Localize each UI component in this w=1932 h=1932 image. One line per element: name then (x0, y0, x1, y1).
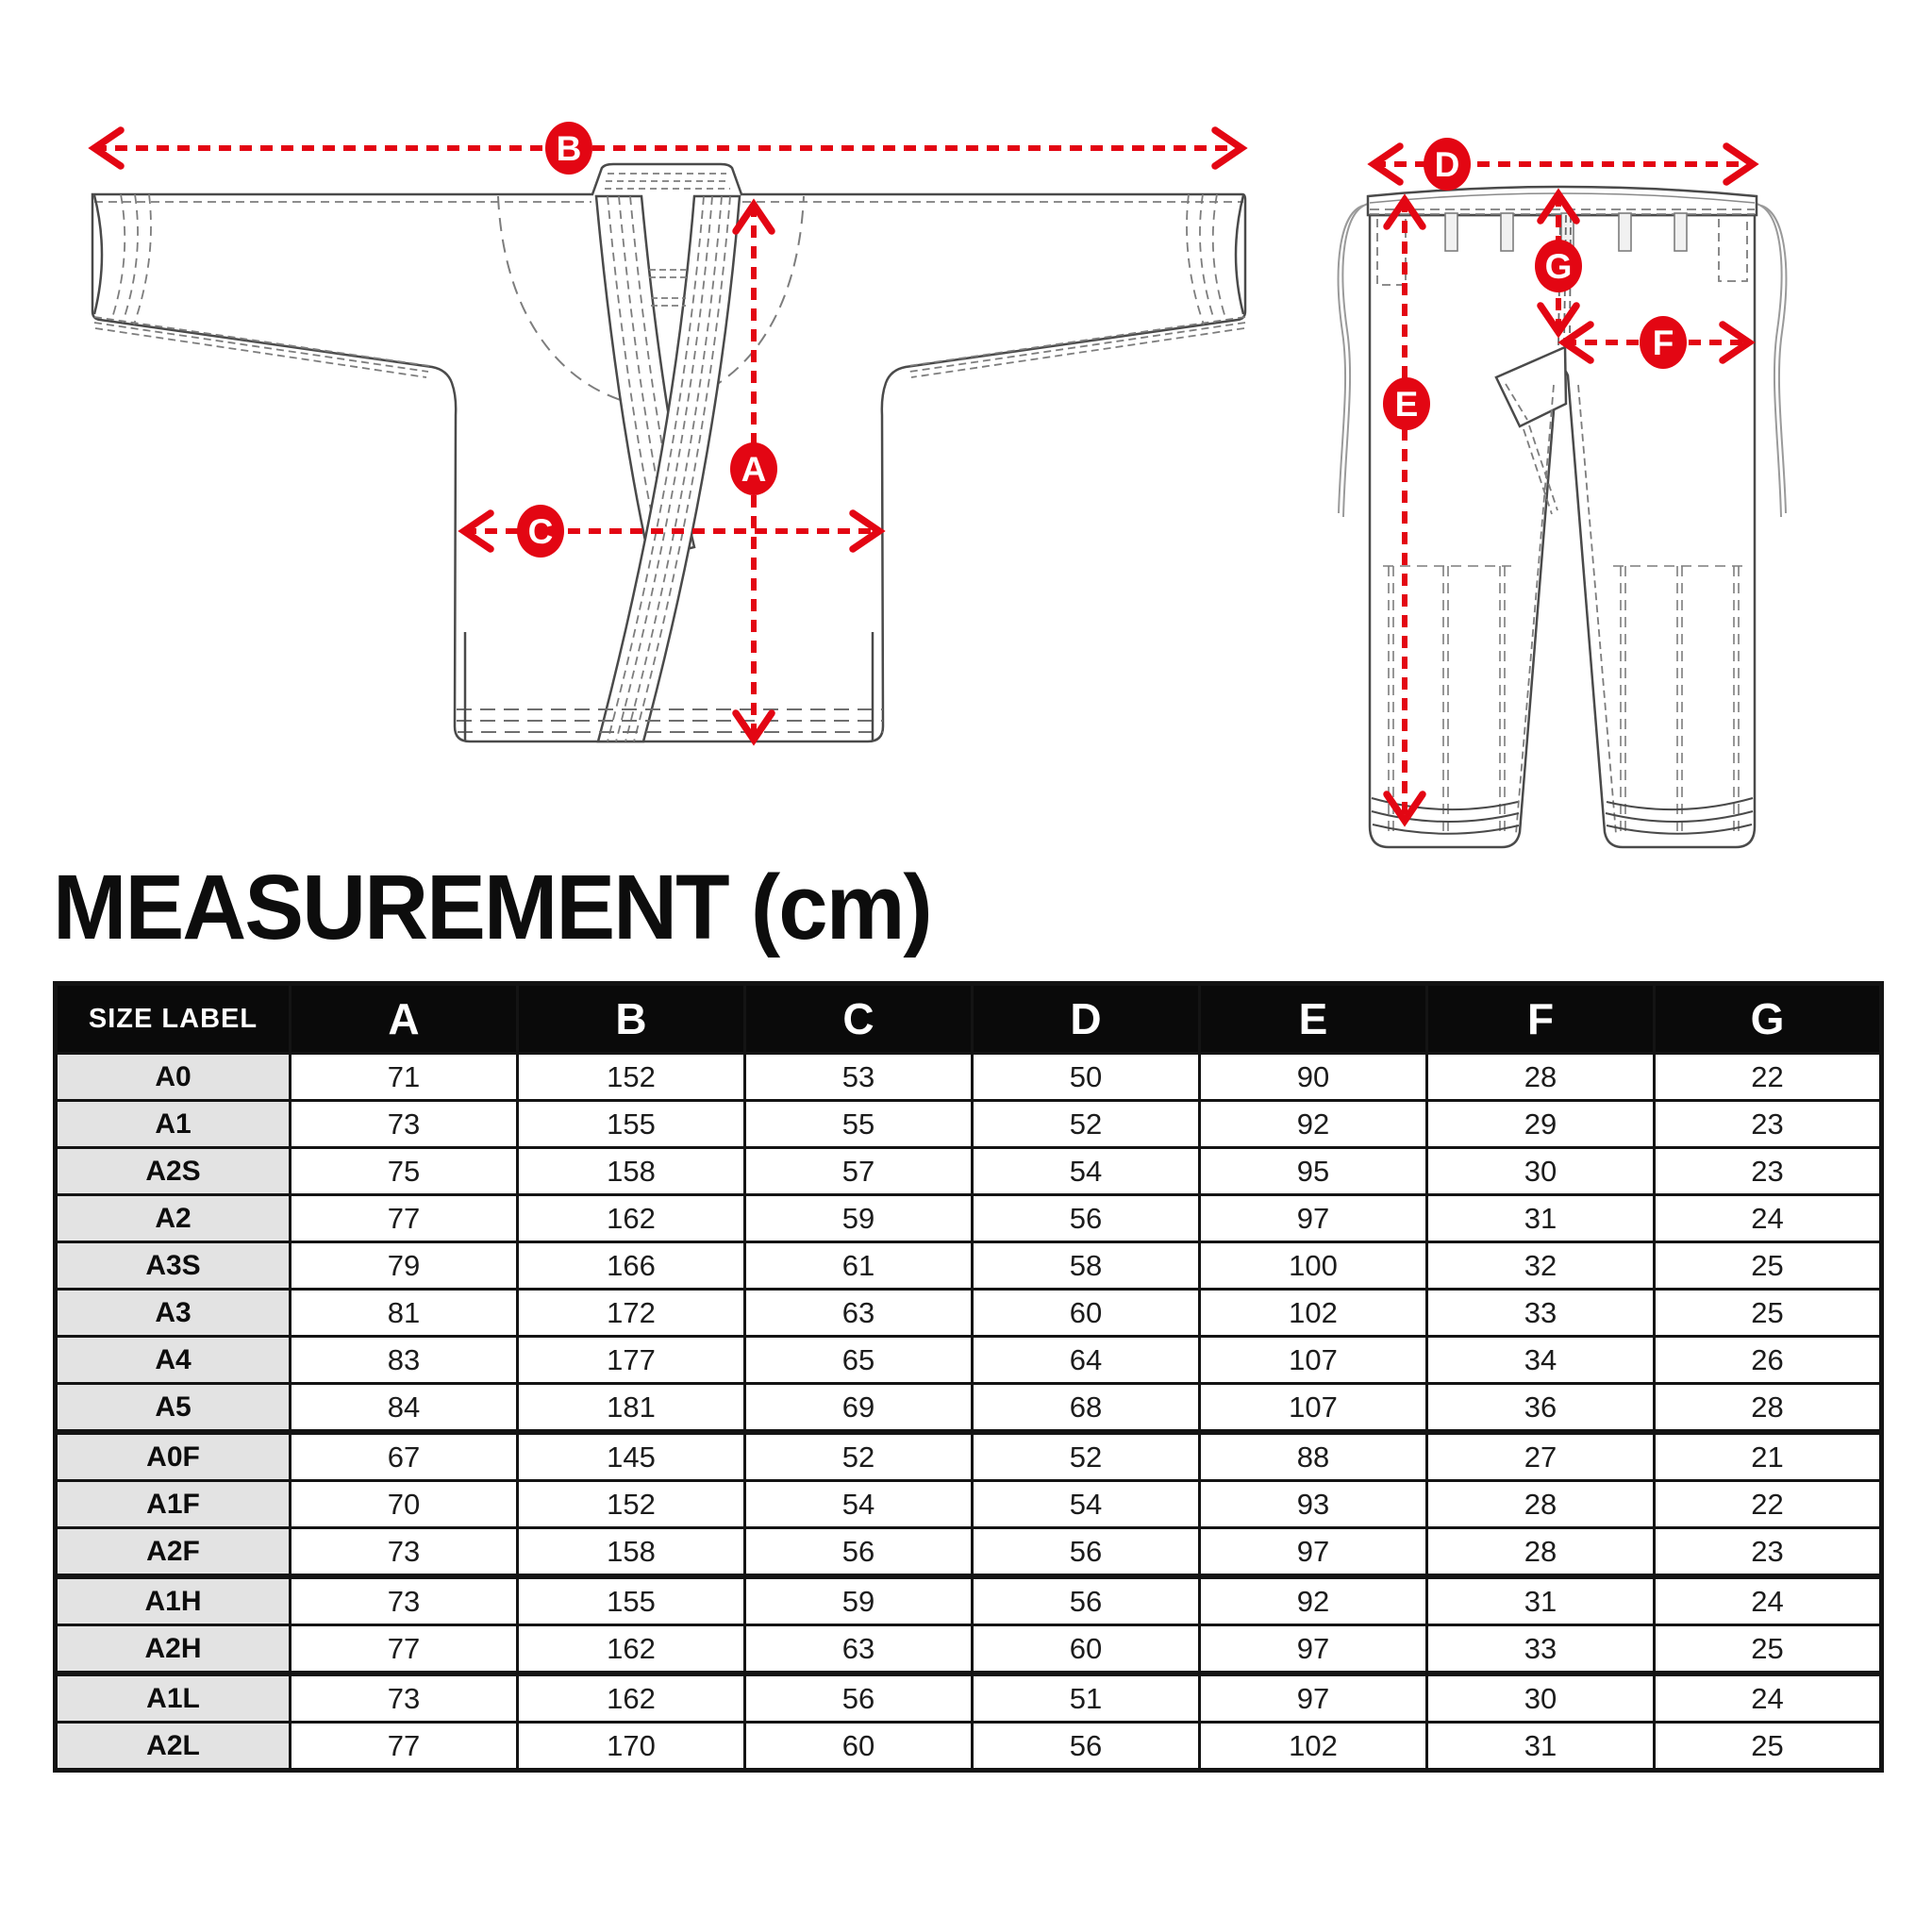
measure-value-cell: 67 (291, 1432, 518, 1481)
measure-value-cell: 56 (973, 1528, 1200, 1577)
header-col-b: B (518, 984, 745, 1054)
measure-value-cell: 79 (291, 1242, 518, 1290)
measure-badge-f-label: F (1652, 324, 1674, 362)
measure-value-cell: 88 (1200, 1432, 1427, 1481)
size-label-cell: A1L (56, 1674, 291, 1723)
measure-value-cell: 65 (745, 1337, 973, 1384)
header-col-f: F (1427, 984, 1655, 1054)
size-label-cell: A2S (56, 1148, 291, 1195)
measure-value-cell: 52 (745, 1432, 973, 1481)
measure-value-cell: 28 (1427, 1528, 1655, 1577)
size-label-cell: A1 (56, 1101, 291, 1148)
size-label-cell: A0 (56, 1054, 291, 1101)
measure-value-cell: 24 (1655, 1674, 1882, 1723)
measure-value-cell: 25 (1655, 1625, 1882, 1674)
measure-value-cell: 51 (973, 1674, 1200, 1723)
table-row (56, 1290, 1882, 1337)
measure-value-cell: 95 (1200, 1148, 1427, 1195)
measure-value-cell: 92 (1200, 1576, 1427, 1625)
measure-value-cell: 54 (973, 1148, 1200, 1195)
measure-value-cell: 92 (1200, 1101, 1427, 1148)
measure-value-cell: 22 (1655, 1054, 1882, 1101)
pants-outline (1370, 215, 1755, 847)
measure-value-cell: 77 (291, 1723, 518, 1771)
measure-badge-b (545, 122, 592, 175)
measure-value-cell: 55 (745, 1101, 973, 1148)
measure-value-cell: 73 (291, 1674, 518, 1723)
measure-badge-d (1424, 138, 1471, 191)
table-row (56, 1528, 1882, 1577)
measure-value-cell: 31 (1427, 1195, 1655, 1242)
measure-value-cell: 69 (745, 1384, 973, 1433)
measure-value-cell: 54 (745, 1481, 973, 1528)
measure-badge-g-label: G (1544, 247, 1573, 286)
size-label-cell: A3S (56, 1242, 291, 1290)
measure-value-cell: 52 (973, 1432, 1200, 1481)
header-col-e: E (1200, 984, 1427, 1054)
measure-value-cell: 177 (518, 1337, 745, 1384)
table-row (56, 1101, 1882, 1148)
measure-value-cell: 71 (291, 1054, 518, 1101)
measure-value-cell: 93 (1200, 1481, 1427, 1528)
measure-value-cell: 31 (1427, 1576, 1655, 1625)
table-header-row (56, 984, 1882, 1054)
measure-value-cell: 60 (973, 1625, 1200, 1674)
measure-value-cell: 68 (973, 1384, 1200, 1433)
measure-value-cell: 25 (1655, 1242, 1882, 1290)
table-row (56, 1384, 1882, 1433)
measure-value-cell: 58 (973, 1242, 1200, 1290)
measure-value-cell: 97 (1200, 1674, 1427, 1723)
measure-value-cell: 27 (1427, 1432, 1655, 1481)
header-col-c: C (745, 984, 973, 1054)
measure-badge-b-label: B (556, 129, 582, 168)
measure-value-cell: 84 (291, 1384, 518, 1433)
measurement-table (53, 981, 1884, 1773)
table-row (56, 1337, 1882, 1384)
measure-value-cell: 172 (518, 1290, 745, 1337)
measure-value-cell: 59 (745, 1576, 973, 1625)
measure-value-cell: 50 (973, 1054, 1200, 1101)
measure-value-cell: 102 (1200, 1723, 1427, 1771)
measure-value-cell: 29 (1427, 1101, 1655, 1148)
measure-value-cell: 54 (973, 1481, 1200, 1528)
measure-value-cell: 33 (1427, 1290, 1655, 1337)
measure-value-cell: 32 (1427, 1242, 1655, 1290)
measure-value-cell: 107 (1200, 1337, 1427, 1384)
measure-value-cell: 73 (291, 1101, 518, 1148)
measure-value-cell: 75 (291, 1148, 518, 1195)
measure-value-cell: 56 (973, 1195, 1200, 1242)
size-label-cell: A2L (56, 1723, 291, 1771)
measure-value-cell: 152 (518, 1481, 745, 1528)
measure-value-cell: 56 (973, 1723, 1200, 1771)
table-row (56, 1054, 1882, 1101)
measure-value-cell: 56 (745, 1674, 973, 1723)
header-col-d: D (973, 984, 1200, 1054)
table-row (56, 1723, 1882, 1771)
measure-value-cell: 23 (1655, 1101, 1882, 1148)
table-row (56, 1674, 1882, 1723)
measure-value-cell: 25 (1655, 1723, 1882, 1771)
measure-badge-a (730, 442, 777, 495)
header-col-a: A (291, 984, 518, 1054)
measure-value-cell: 22 (1655, 1481, 1882, 1528)
measure-value-cell: 56 (973, 1576, 1200, 1625)
table-row (56, 1576, 1882, 1625)
size-label-cell: A2 (56, 1195, 291, 1242)
measure-value-cell: 97 (1200, 1625, 1427, 1674)
measure-badge-f (1640, 316, 1687, 369)
measure-value-cell: 23 (1655, 1528, 1882, 1577)
measure-value-cell: 155 (518, 1101, 745, 1148)
measure-value-cell: 145 (518, 1432, 745, 1481)
table-row (56, 1148, 1882, 1195)
measure-value-cell: 70 (291, 1481, 518, 1528)
measure-value-cell: 155 (518, 1576, 745, 1625)
table-row (56, 1432, 1882, 1481)
measure-badge-e-label: E (1394, 385, 1419, 424)
page-title: MEASUREMENT (cm) (53, 856, 931, 958)
table-row (56, 1625, 1882, 1674)
measure-value-cell: 73 (291, 1576, 518, 1625)
measure-value-cell: 162 (518, 1625, 745, 1674)
size-label-cell: A3 (56, 1290, 291, 1337)
measure-value-cell: 60 (973, 1290, 1200, 1337)
measure-value-cell: 33 (1427, 1625, 1655, 1674)
measure-value-cell: 26 (1655, 1337, 1882, 1384)
measure-value-cell: 25 (1655, 1290, 1882, 1337)
measure-value-cell: 170 (518, 1723, 745, 1771)
measure-value-cell: 152 (518, 1054, 745, 1101)
measure-value-cell: 23 (1655, 1148, 1882, 1195)
measure-value-cell: 102 (1200, 1290, 1427, 1337)
size-label-cell: A2F (56, 1528, 291, 1577)
measure-value-cell: 162 (518, 1674, 745, 1723)
measure-value-cell: 63 (745, 1290, 973, 1337)
measure-value-cell: 34 (1427, 1337, 1655, 1384)
measure-value-cell: 81 (291, 1290, 518, 1337)
header-size-label: SIZE LABEL (56, 984, 291, 1054)
table-row (56, 1242, 1882, 1290)
measure-badge-d-label: D (1434, 145, 1460, 184)
measure-badge-a-label: A (741, 450, 767, 489)
measure-value-cell: 24 (1655, 1576, 1882, 1625)
measure-value-cell: 97 (1200, 1195, 1427, 1242)
measure-badge-c-label: C (527, 512, 554, 551)
measure-value-cell: 77 (291, 1625, 518, 1674)
measure-value-cell: 24 (1655, 1195, 1882, 1242)
measure-value-cell: 166 (518, 1242, 745, 1290)
measure-value-cell: 56 (745, 1528, 973, 1577)
measure-value-cell: 21 (1655, 1432, 1882, 1481)
measure-value-cell: 30 (1427, 1674, 1655, 1723)
measure-value-cell: 60 (745, 1723, 973, 1771)
gi-jacket-illustration (92, 164, 1245, 741)
measure-value-cell: 30 (1427, 1148, 1655, 1195)
measure-value-cell: 77 (291, 1195, 518, 1242)
measure-badge-e (1383, 377, 1430, 430)
measure-value-cell: 61 (745, 1242, 973, 1290)
measure-badge-g (1535, 240, 1582, 292)
measure-badge-c (517, 505, 564, 558)
measure-value-cell: 28 (1655, 1384, 1882, 1433)
measure-value-cell: 100 (1200, 1242, 1427, 1290)
table-row (56, 1195, 1882, 1242)
measure-value-cell: 181 (518, 1384, 745, 1433)
measure-value-cell: 64 (973, 1337, 1200, 1384)
measure-value-cell: 90 (1200, 1054, 1427, 1101)
measure-value-cell: 36 (1427, 1384, 1655, 1433)
measure-value-cell: 63 (745, 1625, 973, 1674)
measure-value-cell: 83 (291, 1337, 518, 1384)
measure-value-cell: 28 (1427, 1054, 1655, 1101)
size-label-cell: A1F (56, 1481, 291, 1528)
size-label-cell: A1H (56, 1576, 291, 1625)
size-label-cell: A0F (56, 1432, 291, 1481)
measure-value-cell: 52 (973, 1101, 1200, 1148)
size-label-cell: A4 (56, 1337, 291, 1384)
header-col-g: G (1655, 984, 1882, 1054)
measure-value-cell: 158 (518, 1528, 745, 1577)
measure-value-cell: 31 (1427, 1723, 1655, 1771)
measure-value-cell: 28 (1427, 1481, 1655, 1528)
measure-value-cell: 97 (1200, 1528, 1427, 1577)
measure-value-cell: 73 (291, 1528, 518, 1577)
garment-measurement-diagram (0, 0, 1932, 906)
measure-value-cell: 162 (518, 1195, 745, 1242)
size-label-cell: A5 (56, 1384, 291, 1433)
table-row (56, 1481, 1882, 1528)
measure-value-cell: 107 (1200, 1384, 1427, 1433)
size-label-cell: A2H (56, 1625, 291, 1674)
measure-value-cell: 158 (518, 1148, 745, 1195)
measure-value-cell: 59 (745, 1195, 973, 1242)
measure-value-cell: 57 (745, 1148, 973, 1195)
measure-value-cell: 53 (745, 1054, 973, 1101)
